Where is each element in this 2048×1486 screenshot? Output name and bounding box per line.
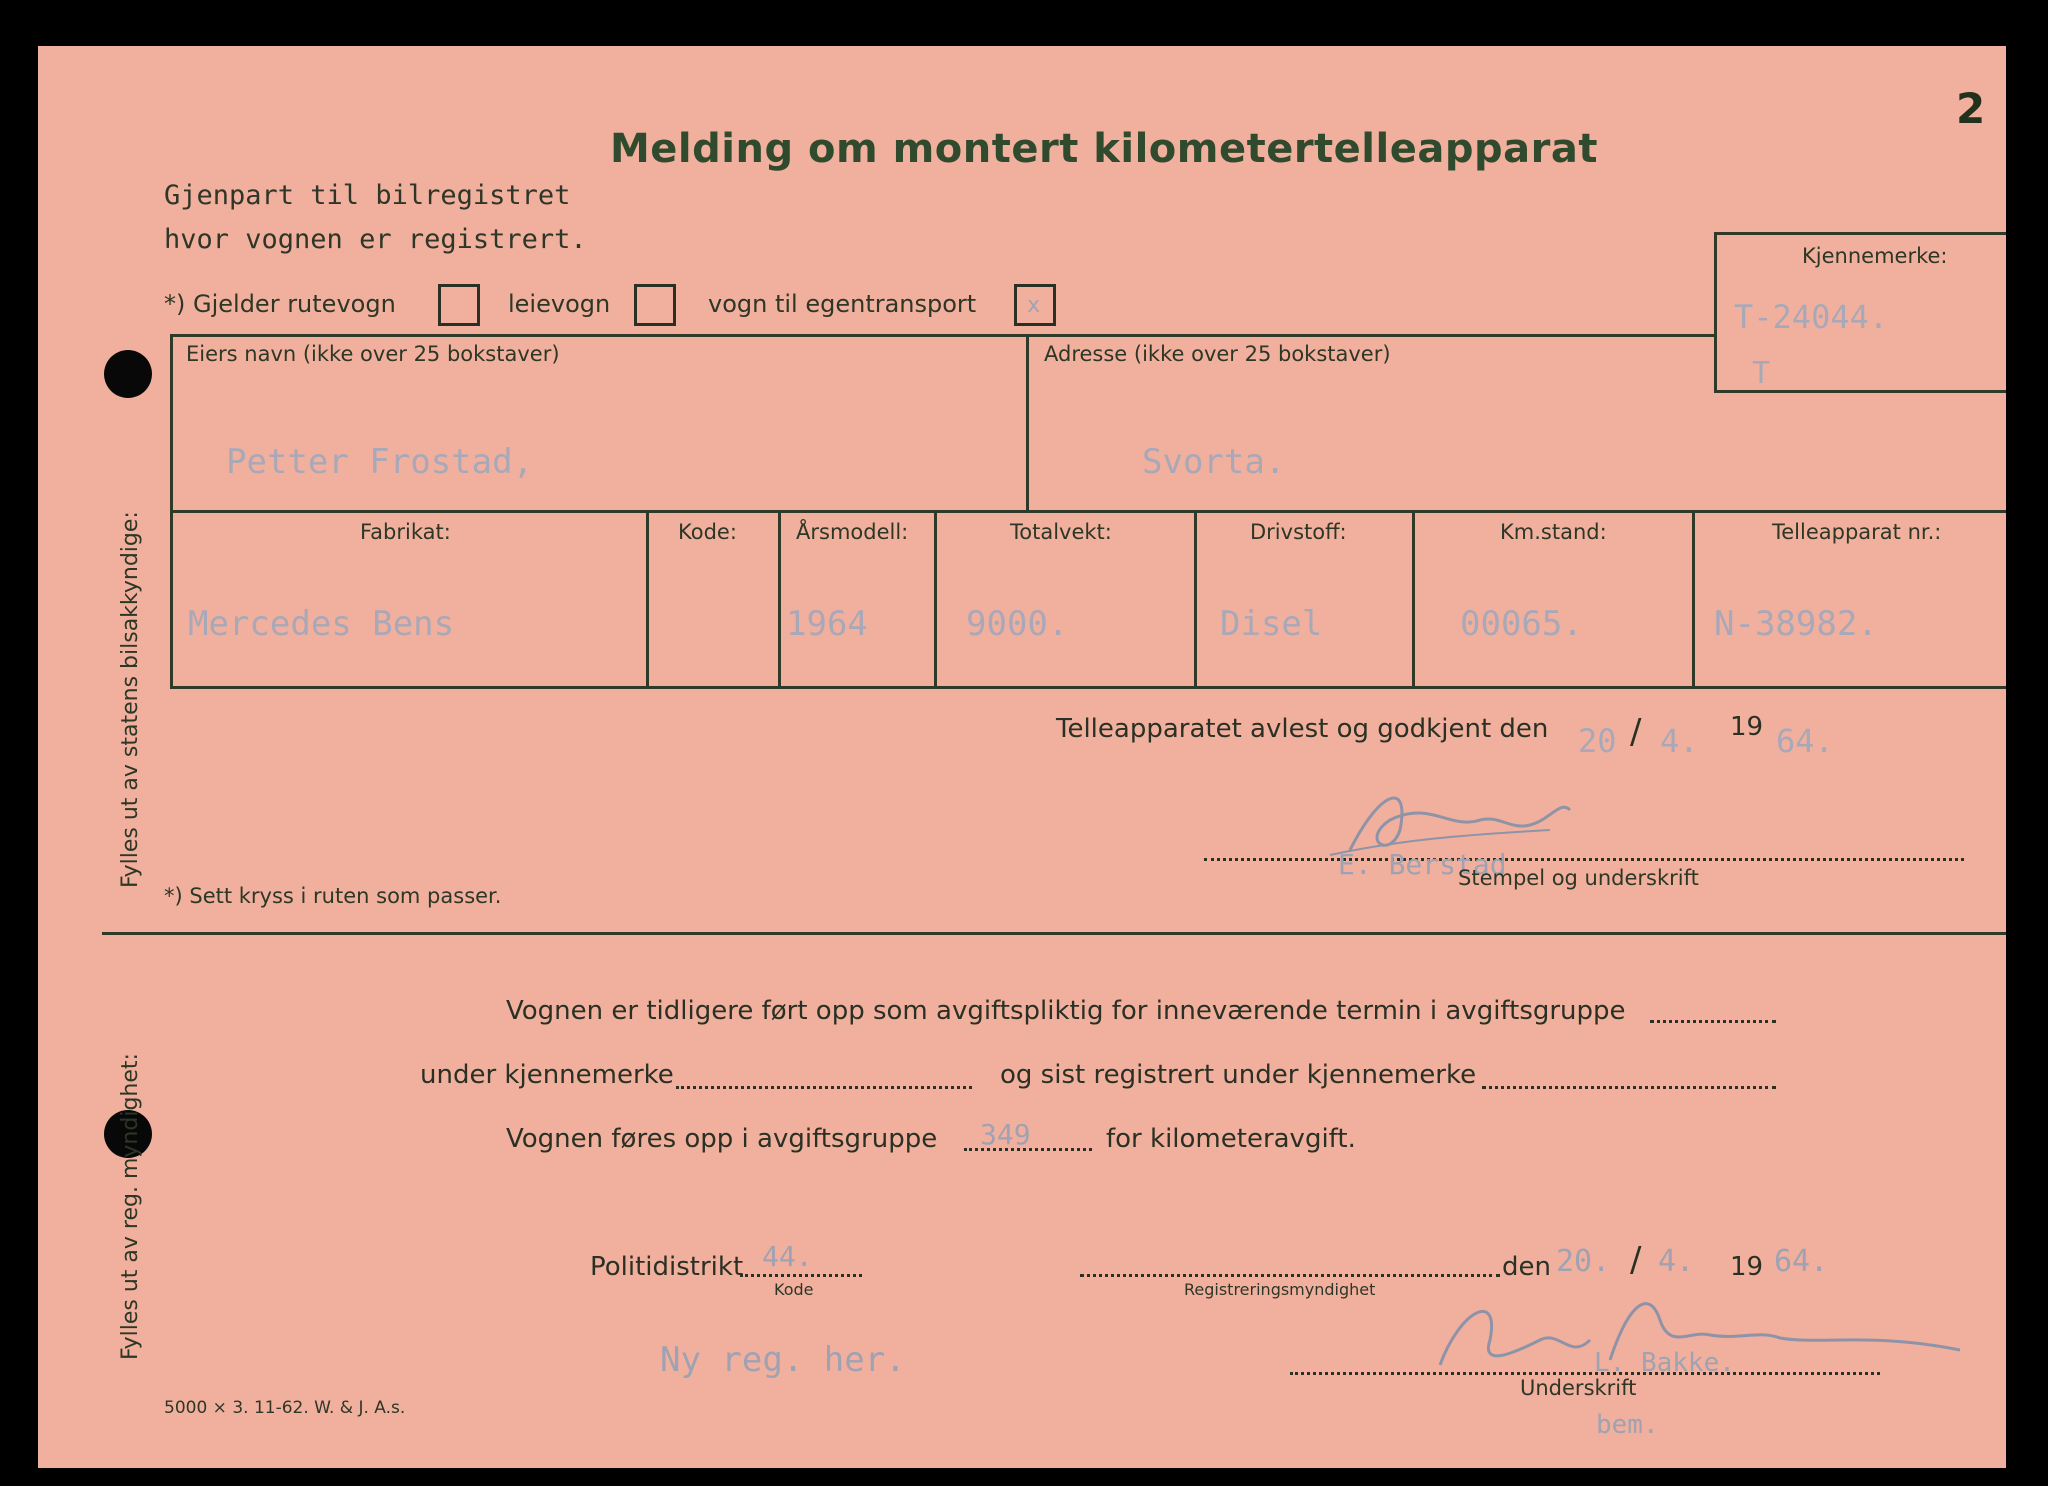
printer-note: 5000 × 3. 11-62. W. & J. A.s.: [164, 1398, 406, 1418]
vehicle-table-divider-6: [1692, 510, 1695, 688]
police-year-suffix[interactable]: 64.: [1774, 1244, 1829, 1279]
approval-year-suffix[interactable]: 64.: [1776, 722, 1834, 760]
header-km-stand: Km.stand:: [1500, 520, 1607, 544]
copy-note-line2: hvor vognen er registrert.: [164, 224, 587, 255]
vehicle-table-divider-1: [646, 510, 649, 688]
value-drivstoff[interactable]: Disel: [1220, 604, 1323, 644]
vehicle-type-leievogn-label: leievogn: [508, 290, 611, 318]
police-date-slash: /: [1630, 1240, 1642, 1280]
form-title: Melding om montert kilometertelleapparat: [610, 126, 1598, 172]
rutevogn-checkbox[interactable]: [438, 284, 480, 326]
owner-name-label: Eiers navn (ikke over 25 bokstaver): [186, 342, 560, 366]
vehicle-table-divider-5: [1412, 510, 1415, 688]
value-fabrikat[interactable]: Mercedes Bens: [188, 604, 455, 644]
page-number: 2: [1956, 84, 1986, 133]
copy-note-line1: Gjenpart til bilregistret: [164, 180, 571, 211]
reg-mark-box-left: [1714, 232, 1717, 392]
tax-line2-label-a: under kjennemerke: [420, 1060, 674, 1090]
kode-caption: Kode: [774, 1280, 814, 1299]
header-telleapparat-nr: Telleapparat nr.:: [1772, 520, 1942, 544]
reg-mark-box-top: [1714, 232, 2006, 235]
new-registration-note: Ny reg. her.: [660, 1340, 906, 1380]
owner-address-divider: [1026, 334, 1029, 510]
header-totalvekt: Totalvekt:: [1010, 520, 1112, 544]
prior-reg-mark-field[interactable]: [676, 1086, 972, 1089]
egentransport-checkbox[interactable]: [1014, 284, 1056, 326]
owner-name-value[interactable]: Petter Frostad,: [226, 442, 534, 482]
egentransport-check-mark: x: [1027, 293, 1041, 318]
approval-date-slash: /: [1630, 712, 1642, 752]
tax-line3-label-b: for kilometeravgift.: [1106, 1124, 1356, 1154]
section-separator: [102, 932, 2006, 935]
approval-day[interactable]: 20: [1578, 722, 1617, 760]
punch-hole-top: [104, 350, 152, 398]
header-drivstoff: Drivstoff:: [1250, 520, 1347, 544]
vehicle-table-divider-3: [934, 510, 937, 688]
tax-line1-text: Vognen er tidligere ført opp som avgiftspliktig for inneværende termin i avgiftsgruppe: [506, 996, 1626, 1026]
police-district-label: Politidistrikt: [590, 1252, 744, 1282]
police-district-field[interactable]: [740, 1274, 862, 1277]
km-tax-group-value: 349: [980, 1118, 1031, 1151]
registrar-title: bem.: [1596, 1410, 1659, 1440]
registrar-signature-line[interactable]: [1290, 1372, 1880, 1375]
reg-mark-value: T-24044.: [1734, 298, 1889, 336]
side-label-statens-bilsakkyndige: Fylles ut av statens bilsakkyndige:: [118, 511, 143, 888]
header-fabrikat: Fabrikat:: [360, 520, 451, 544]
registration-authority-caption: Registreringsmyndighet: [1184, 1280, 1376, 1299]
address-label: Adresse (ikke over 25 bokstaver): [1044, 342, 1391, 366]
reg-mark-sub: T: [1752, 356, 1771, 391]
address-value[interactable]: Svorta.: [1142, 442, 1286, 482]
header-kode: Kode:: [678, 520, 737, 544]
side-label-reg-myndighet: Fylles ut av reg. myndighet:: [118, 1053, 143, 1360]
tax-line2-label-b: og sist registrert under kjennemerke: [1000, 1060, 1477, 1090]
registrar-name: L. Bakke.: [1594, 1348, 1735, 1378]
registrar-signature-caption: Underskrift: [1520, 1376, 1637, 1400]
tax-group-field[interactable]: [1650, 1020, 1776, 1023]
police-date-day[interactable]: 20.: [1556, 1244, 1611, 1279]
approval-signature-caption: Stempel og underskrift: [1458, 866, 1699, 890]
approval-signature-line[interactable]: [1204, 858, 1964, 861]
value-arsmodell[interactable]: 1964: [786, 604, 868, 644]
last-reg-mark-field[interactable]: [1482, 1086, 1776, 1089]
form-sheet: [38, 46, 2006, 1468]
vehicle-type-egentransport-label: vogn til egentransport: [708, 290, 977, 318]
approval-text: Telleapparatet avlest og godkjent den: [1056, 714, 1549, 744]
value-totalvekt[interactable]: 9000.: [966, 604, 1069, 644]
police-district-value: 44.: [762, 1240, 813, 1273]
owner-block-top-line: [170, 334, 1714, 337]
approval-month[interactable]: 4.: [1660, 722, 1699, 760]
vehicle-table-divider-4: [1194, 510, 1197, 688]
police-den-label: den: [1502, 1252, 1551, 1282]
footnote: *) Sett kryss i ruten som passer.: [164, 884, 502, 908]
reg-mark-label: Kjennemerke:: [1802, 244, 1948, 268]
vehicle-table-bottom-line: [170, 686, 2006, 689]
police-year-prefix: 19: [1730, 1252, 1764, 1282]
approval-stamp-name: E. Berstad: [1338, 848, 1507, 881]
vehicle-type-rutevogn-label: *) Gjelder rutevogn: [164, 290, 396, 318]
leievogn-checkbox[interactable]: [634, 284, 676, 326]
header-arsmodell: Årsmodell:: [796, 520, 909, 544]
vehicle-table-divider-2: [778, 510, 781, 688]
police-date-month[interactable]: 4.: [1658, 1244, 1695, 1279]
approval-year-prefix: 19: [1730, 712, 1764, 742]
value-km-stand[interactable]: 00065.: [1460, 604, 1583, 644]
tax-line3-label-a: Vognen føres opp i avgiftsgruppe: [506, 1124, 938, 1154]
value-telleapparat-nr[interactable]: N-38982.: [1714, 604, 1878, 644]
vehicle-table-top-line: [170, 510, 2006, 513]
